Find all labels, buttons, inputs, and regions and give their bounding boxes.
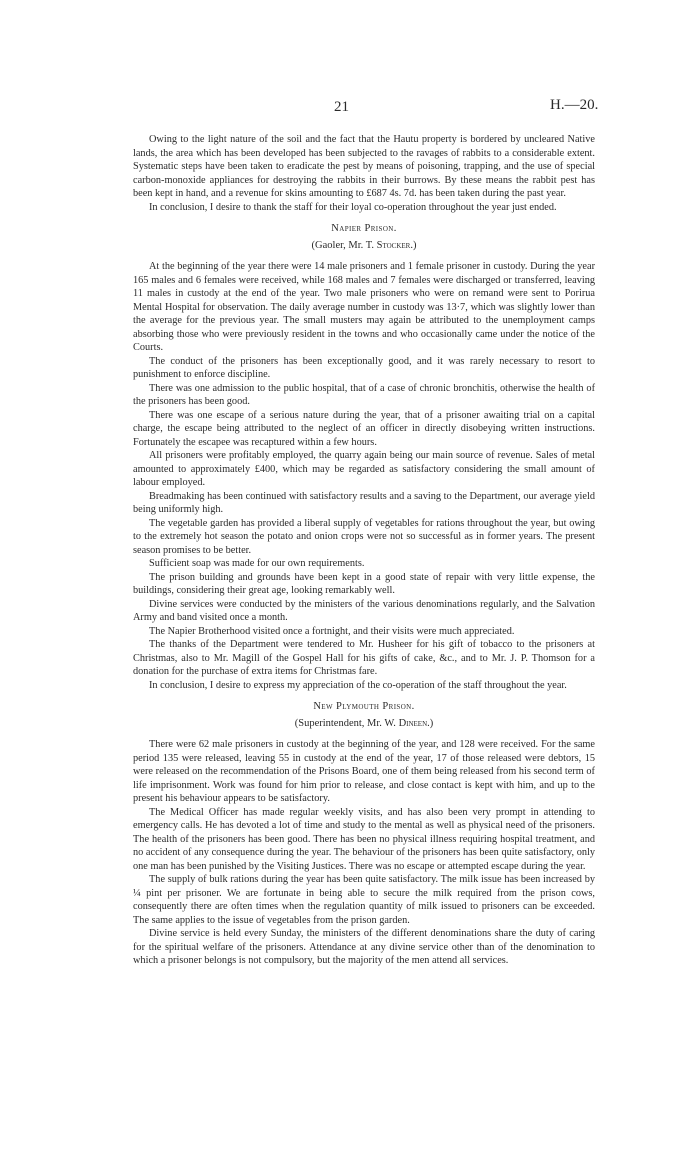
napier-paragraph: The prison building and grounds have been kept in a good state of repair with very little expense, the buildings, considering their great age, looking remarkably well. bbox=[133, 571, 595, 596]
page-body bbox=[133, 133, 595, 968]
napier-paragraph: The Napier Brotherhood visited once a fortnight, and their visits were much appreciated. bbox=[149, 625, 515, 637]
napier-paragraph: At the beginning of the year there were 14 male prisoners and 1 female prisoner in custody. During the year 165 males and 6 females were received, while 168 males and 7 females were discharged or transferred, leaving 11 males in custody at the end of the year. Two male prisoners who were on remand were sent to Porirua Mental Hospital for observation. The daily average number in custody was 13·7, which was slightly lower than the average for the previous year. The small musters may again be attributed to the unemployment camps absorbing those who were previously resident in the towns and who occasionally came under the notice of the Courts. bbox=[133, 261, 595, 353]
napier-paragraph: Breadmaking has been continued with satisfactory results and a saving to the Department, our average yield being uniformly high. bbox=[133, 490, 595, 515]
intro-paragraph-2: In conclusion, I desire to thank the staff for their loyal co-operation throughout the year just ended. bbox=[149, 201, 557, 213]
napier-prison-subtitle: (Gaoler, Mr. T. Stocker.) bbox=[311, 239, 417, 251]
napier-paragraph: There was one admission to the public hospital, that of a case of chronic bronchitis, otherwise the health of the prisoners has been good. bbox=[133, 382, 595, 407]
napier-paragraph: The conduct of the prisoners has been exceptionally good, and it was rarely necessary to resort to punishment to enforce discipline. bbox=[133, 355, 595, 380]
new-plymouth-paragraph: Divine service is held every Sunday, the ministers of the different denominations share the duty of caring for the spiritual welfare of the prisoners. Attendance at any divine service other than of the denomination to which a prisoner belongs is not compulsory, but the majority of the men attend all services. bbox=[133, 928, 595, 966]
new-plymouth-paragraph: There were 62 male prisoners in custody at the beginning of the year, and 128 were received. For the same period 135 were released, leaving 55 in custody at the end of the year, 17 of those released were debtors, 15 were released on the recommendation of the Prisons Board, one of them being released from his second term of life imprisonment. Work was found for him prior to release, and close contact is kept with him, and up to the present his behaviour appears to be satisfactory. bbox=[133, 739, 595, 804]
napier-paragraph: All prisoners were profitably employed, the quarry again being our main source of revenue. Sales of metal amounted to approximately £400, which may be regarded as satisfactory considering the small amount of labour employed. bbox=[133, 450, 595, 488]
new-plymouth-paragraph: The Medical Officer has made regular weekly visits, and has also been very prompt in attending to emergency calls. He has devoted a lot of time and study to the mental as well as physical need of the prisoners. The health of the prisoners has been good. There has been no physical illness requiring hospital treatment, and no accident of any consequence during the year. The behaviour of the prisoners has been quite satisfactory, only one man has been punished by the Visiting Justices. There was no escape or attempted escape during the year. bbox=[133, 806, 595, 872]
page-number: 21 bbox=[334, 99, 349, 115]
napier-paragraph: Divine services were conducted by the ministers of the various denominations regularly, and the Salvation Army and band visited once a month. bbox=[133, 598, 595, 623]
document-reference: H.—20. bbox=[550, 97, 599, 113]
intro-paragraph-1: Owing to the light nature of the soil and the fact that the Hautu property is bordered by uncleared Native lands, the area which has been developed has been subjected to the ravages of rabbits to a considerable extent. Systematic steps have been taken to eradicate the pest by means of poisoning, trapping, and the use of special carbon-monoxide appliances for destroying the rabbits in their burrows. By these means the rabbit pest has been kept in hand, and a revenue for skins amounting to £687 4s. 7d. has been taken during the past year. bbox=[133, 134, 595, 199]
napier-prison-heading: Napier Prison. bbox=[331, 223, 397, 234]
new-plymouth-prison-heading: New Plymouth Prison. bbox=[313, 701, 415, 712]
napier-paragraph: In conclusion, I desire to express my appreciation of the co-operation of the staff throughout the year. bbox=[149, 679, 567, 691]
new-plymouth-prison-subtitle: (Superintendent, Mr. W. Dineen.) bbox=[294, 717, 434, 729]
napier-paragraph: The thanks of the Department were tendered to Mr. Husheer for his gift of tobacco to the prisoners at Christmas, also to Mr. Magill of the Gospel Hall for his gifts of cake, &c., and to Mr. J. P. Thomson for a donation for the purchase of extra items for Christmas fare. bbox=[133, 639, 595, 677]
new-plymouth-paragraph: The supply of bulk rations during the year has been quite satisfactory. The milk issue has been increased by ¼ pint per prisoner. We are fortunate in being able to secure the milk required from the prison cows, consequently there are often times when the regulation quantity of milk issued to prisoners can be exceeded. The same applies to the issue of vegetables from the prison garden. bbox=[133, 874, 595, 926]
napier-paragraph: Sufficient soap was made for our own requirements. bbox=[149, 558, 365, 569]
napier-paragraph: The vegetable garden has provided a liberal supply of vegetables for rations throughout the year, but owing to the extremely hot season the potato and onion crops were not so successful as in former years. The present season promises to be better. bbox=[133, 517, 595, 556]
napier-paragraph: There was one escape of a serious nature during the year, that of a prisoner awaiting trial on a capital charge, the escape being attributed to the neglect of an officer in directly disobeying written instructions. Fortunately the escapee was recaptured within a few hours. bbox=[133, 409, 595, 448]
